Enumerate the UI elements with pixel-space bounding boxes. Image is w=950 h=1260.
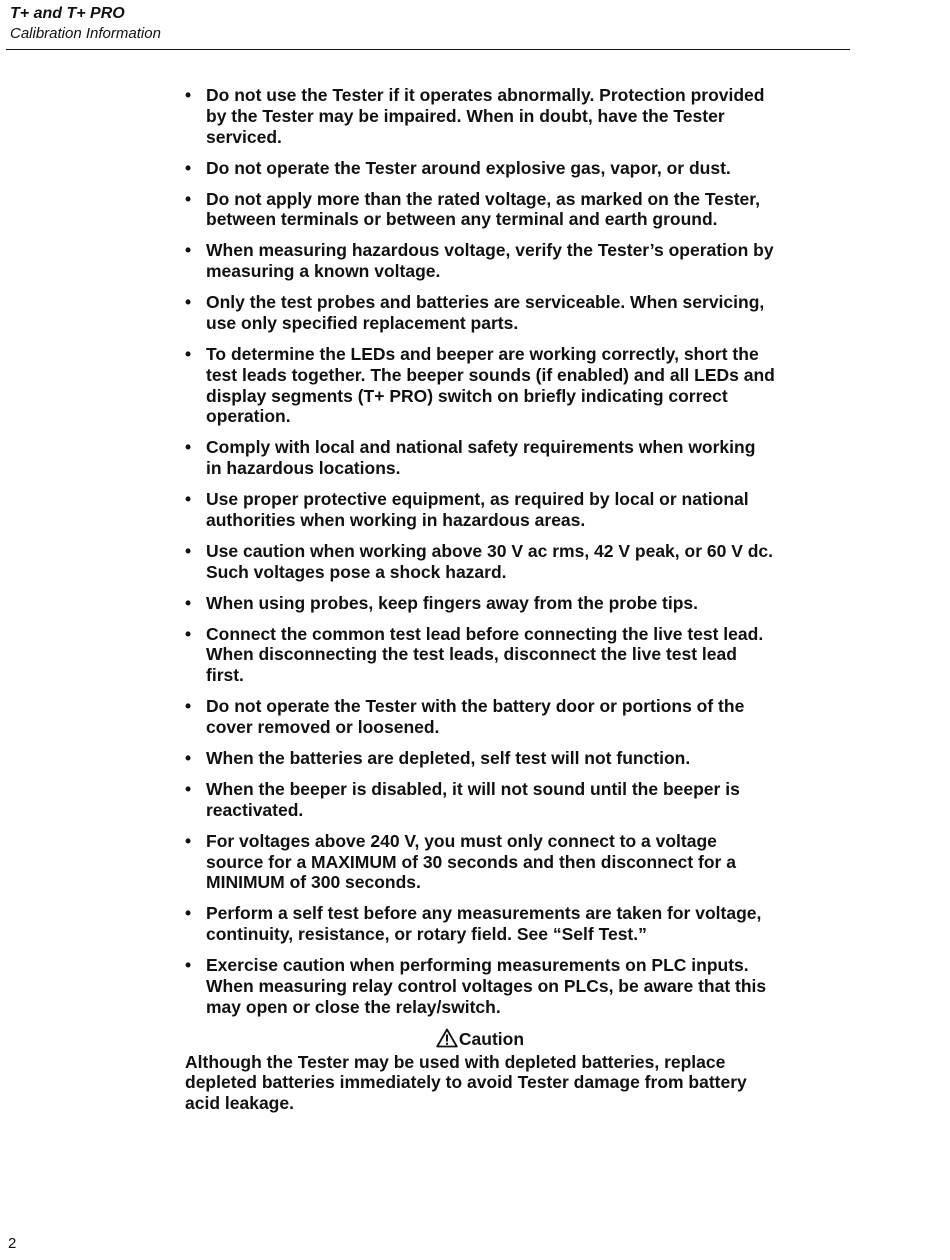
bullet-marker: •	[185, 623, 192, 644]
list-item	[185, 779, 775, 821]
list-item-text: Use proper protective equipment, as required by local or national authorities when working in hazardous areas.	[206, 489, 749, 530]
safety-bullet-list	[185, 85, 775, 1017]
list-item	[185, 624, 775, 686]
caution-text: Although the Tester may be used with depleted batteries, replace depleted batteries immediately to avoid Tester damage from battery acid leakage.	[185, 1051, 747, 1114]
page-number: 2	[8, 1235, 17, 1252]
bullet-marker: •	[185, 157, 192, 178]
list-item-text: When the beeper is disabled, it will not sound until the beeper is reactivated.	[206, 778, 740, 820]
bullet-marker: •	[185, 903, 192, 924]
list-item-text: To determine the LEDs and beeper are working correctly, short the test leads together. The beeper sounds (if enabled) and all LEDs and display segments (T+ PRO) switch on briefly indicating correct operation.	[206, 343, 775, 427]
bullet-marker: •	[185, 696, 192, 717]
list-item-text: Comply with local and national safety requirements when working in hazardous locations.	[206, 437, 756, 479]
bullet-marker: •	[185, 540, 192, 561]
bullet-marker: •	[185, 592, 192, 613]
list-item	[185, 955, 775, 1017]
list-item-text: Do not use the Tester if it operates abnormally. Protection provided by the Tester may be impaired. When in doubt, have the Tester serviced.	[206, 85, 765, 147]
page-header	[10, 4, 850, 44]
list-item-text: When measuring hazardous voltage, verify the Tester’s operation by measuring a known voltage.	[206, 240, 774, 282]
bullet-marker: •	[185, 830, 192, 851]
list-item	[185, 489, 775, 531]
list-item	[185, 831, 775, 893]
list-item-text: When using probes, keep fingers away from the probe tips.	[206, 592, 699, 613]
list-item	[185, 189, 775, 231]
list-item-text: Do not operate the Tester with the battery door or portions of the cover removed or loosened.	[206, 696, 745, 737]
bullet-marker: •	[185, 188, 192, 209]
warning-triangle-icon	[436, 1028, 458, 1048]
caution-label: Caution	[458, 1028, 525, 1049]
list-item	[185, 292, 775, 334]
list-item	[185, 696, 775, 738]
list-item-text: Use caution when working above 30 V ac rms, 42 V peak, or 60 V dc. Such voltages pose a shock hazard.	[206, 540, 774, 582]
header-divider	[6, 49, 850, 50]
bullet-marker: •	[185, 85, 192, 105]
bullet-marker: •	[185, 240, 192, 261]
list-item-text: Do not apply more than the rated voltage, as marked on the Tester, between terminals or between any terminal and earth ground.	[206, 188, 760, 230]
list-item	[185, 748, 775, 769]
section-subtitle: Calibration Information	[10, 25, 161, 42]
caution-heading	[185, 1028, 775, 1050]
bullet-marker: •	[185, 747, 192, 768]
list-item	[185, 158, 775, 179]
list-item	[185, 240, 775, 282]
list-item	[185, 85, 775, 147]
list-item-text: Only the test probes and batteries are serviceable. When servicing, use only specified replacement parts.	[206, 292, 765, 333]
list-item-text: For voltages above 240 V, you must only connect to a voltage source for a MAXIMUM of 30 seconds and then disconnect for a MINIMUM of 300 seconds.	[206, 830, 736, 893]
list-item	[185, 541, 775, 583]
list-item-text: Connect the common test lead before connecting the live test lead. When disconnecting the test leads, disconnect the live test lead first.	[206, 623, 764, 686]
safety-content	[185, 85, 775, 1114]
list-item-text: Do not operate the Tester around explosive gas, vapor, or dust.	[206, 157, 731, 178]
bullet-marker: •	[185, 778, 192, 799]
list-item	[185, 593, 775, 614]
list-item	[185, 903, 775, 945]
bullet-marker: •	[185, 292, 192, 313]
bullet-marker: •	[185, 343, 192, 364]
list-item-text: Perform a self test before any measurements are taken for voltage, continuity, resistance, or rotary field. See “Self Test.”	[206, 903, 762, 945]
bullet-marker: •	[185, 437, 192, 458]
bullet-marker: •	[185, 955, 192, 976]
bullet-marker: •	[185, 489, 192, 510]
list-item	[185, 437, 775, 479]
list-item-text: Exercise caution when performing measurements on PLC inputs. When measuring relay control voltages on PLCs, be aware that this may open or close the relay/switch.	[206, 955, 767, 1017]
document-title: T+ and T+ PRO	[10, 5, 125, 22]
list-item-text: When the batteries are depleted, self test will not function.	[206, 747, 691, 768]
list-item	[185, 344, 775, 427]
